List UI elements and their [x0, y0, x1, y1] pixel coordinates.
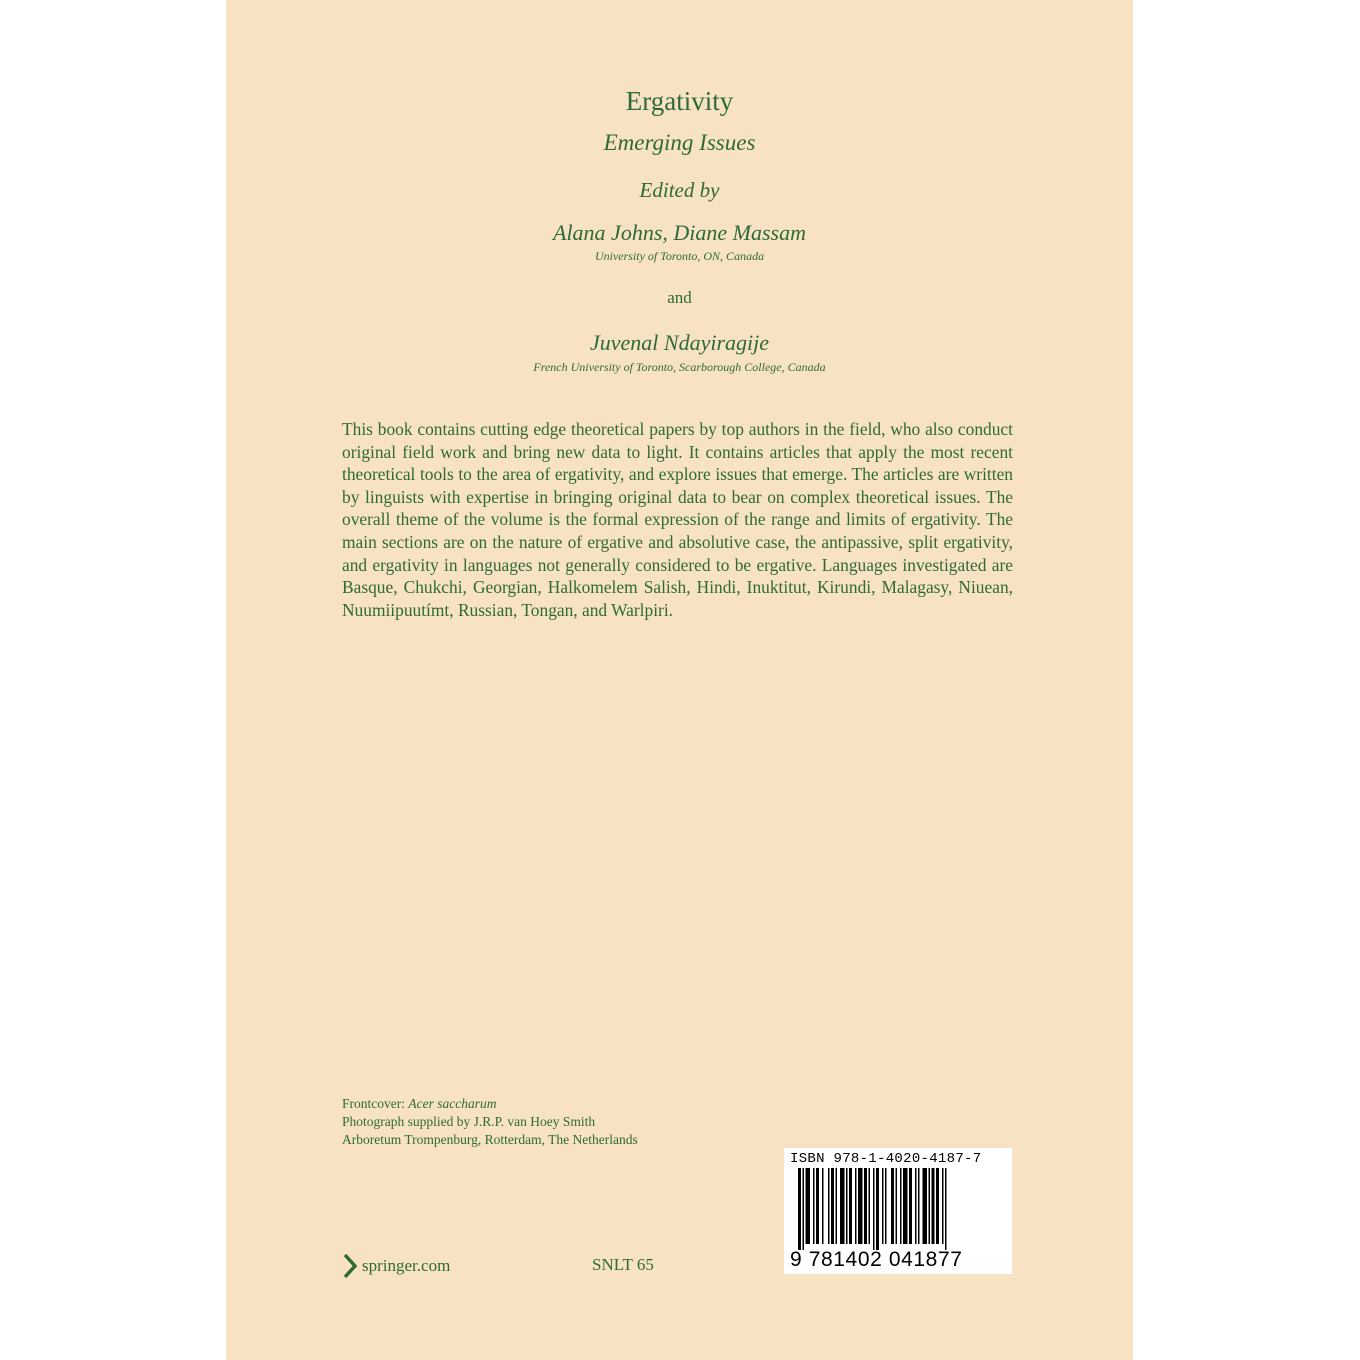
barcode-bar [918, 1168, 920, 1244]
frontcover-credit [342, 1095, 638, 1113]
barcode-bar [806, 1168, 811, 1244]
series-number: SNLT 65 [592, 1255, 654, 1274]
barcode-bar [929, 1168, 931, 1244]
book-back-cover [226, 0, 1133, 1360]
barcode-bar [828, 1168, 830, 1244]
barcode-bar [864, 1168, 867, 1244]
book-subtitle: Emerging Issues [603, 130, 756, 155]
barcode-bars [798, 1168, 998, 1250]
barcode-bar [803, 1168, 805, 1250]
barcode-bar [816, 1168, 819, 1244]
barcode-bar [932, 1168, 935, 1244]
barcode-bar [942, 1168, 944, 1244]
barcode-bar [873, 1168, 875, 1250]
barcode-bar [858, 1168, 863, 1244]
photo-location: Arboretum Trompenburg, Rotterdam, The Netherlands [342, 1132, 638, 1147]
barcode-bar [836, 1168, 838, 1244]
barcode-number: 9 781402 041877 [790, 1248, 963, 1271]
frontcover-species: Acer saccharum [408, 1096, 497, 1111]
cover-credits [342, 1095, 638, 1149]
barcode-bar [855, 1168, 857, 1244]
barcode-bar [840, 1168, 845, 1244]
barcode-bar [915, 1168, 917, 1244]
barcode-bar [876, 1168, 879, 1250]
editor-names: Alana Johns, Diane Massam [553, 220, 806, 245]
edited-by-label: Edited by [639, 178, 720, 202]
barcode-bar [945, 1168, 947, 1250]
barcode-bar [936, 1168, 939, 1244]
barcode-bar [882, 1168, 884, 1244]
barcode-bar [885, 1168, 887, 1244]
barcode-bar [903, 1168, 908, 1244]
barcode-bar [822, 1168, 824, 1244]
barcode-bar [923, 1168, 928, 1244]
barcode-bar [849, 1168, 852, 1244]
barcode-bar [869, 1168, 871, 1244]
website-label: springer.com [362, 1256, 451, 1275]
publisher-website [342, 1253, 450, 1279]
barcode-bar [900, 1168, 902, 1244]
photo-credit: Photograph supplied by J.R.P. van Hoey Smith [342, 1114, 596, 1129]
barcode-bar [909, 1168, 912, 1244]
book-description: This book contains cutting edge theoretical papers by top authors in the field, who also conduct original field work and bring new data to light. It contains articles that apply the most recent theoretical tools to the area of ergativity, and explore issues that emerge. The articles are written by linguists with expertise in bringing original data to bear on complex theoretical issues. The overall theme of the volume is the formal expression of the range and limits of ergativity. The main sections are on the nature of ergative and absolutive case, the antipassive, split ergativity, and ergativity in languages not generally considered to be ergative. Languages investigated are Basque, Chukchi, Georgian, Halkomelem Salish, Hindi, Inuktitut, Kirundi, Malagasy, Niuean, Nuumiipuutímt, Russian, Tongan, and Warlpiri. [342, 419, 1013, 620]
second-editor-affiliation: French University of Toronto, Scarborough College, Canada [533, 360, 826, 374]
barcode-bar [896, 1168, 898, 1244]
editor-affiliation: University of Toronto, ON, Canada [594, 249, 765, 263]
isbn-label: ISBN 978-1-4020-4187-7 [790, 1151, 982, 1167]
barcode-bar [813, 1168, 815, 1244]
isbn-barcode [784, 1148, 1012, 1274]
barcode-bar [891, 1168, 894, 1244]
chevron-right-icon [342, 1253, 358, 1279]
barcode-bar [831, 1168, 834, 1244]
second-editor-name: Juvenal Ndayiragije [589, 330, 769, 355]
frontcover-label: Frontcover: [342, 1096, 409, 1111]
book-title: Ergativity [625, 86, 734, 116]
and-label: and [667, 288, 692, 307]
barcode-bar [846, 1168, 848, 1244]
barcode-bar [798, 1168, 801, 1250]
